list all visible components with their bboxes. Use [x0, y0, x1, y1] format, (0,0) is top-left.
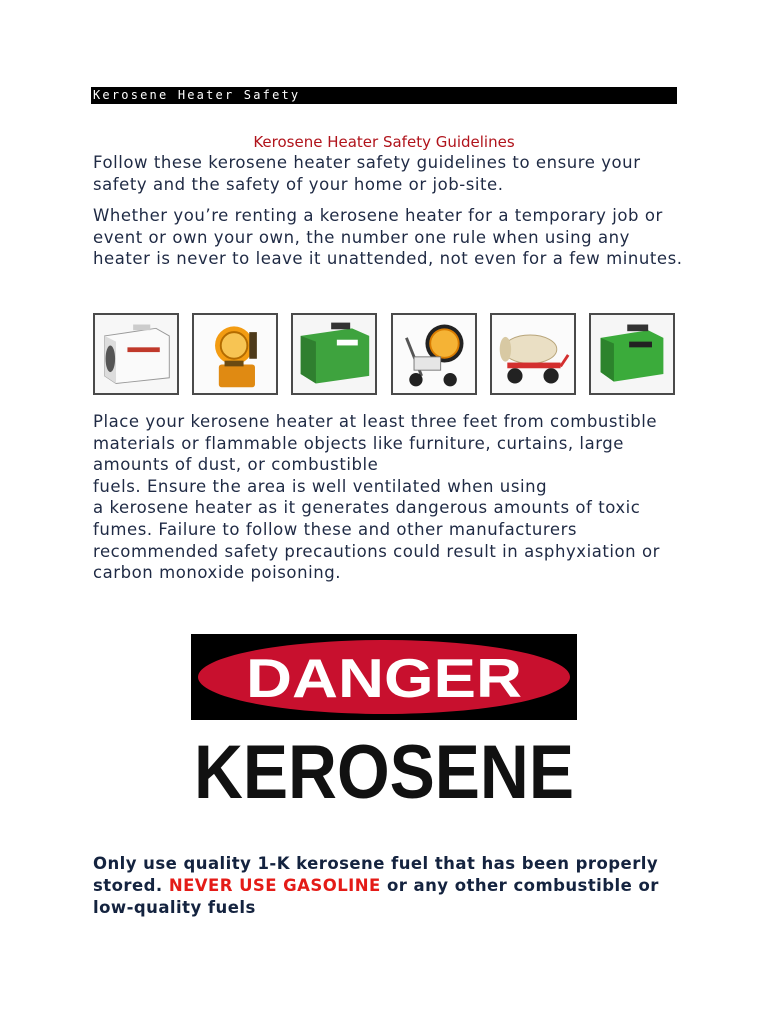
document-header-bar	[91, 87, 677, 104]
fuel-warning-text-after: or any other combustible or low-quality fuels	[93, 876, 659, 917]
fuel-warning-text: Only use quality 1-K kerosene fuel that has been properly stored.	[93, 854, 659, 895]
heater-photo-strip	[93, 313, 675, 399]
green-box-heater-icon	[291, 313, 377, 395]
guidelines-title: Kerosene Heater Safety Guidelines	[253, 133, 515, 151]
orange-radiant-heater-icon	[192, 313, 278, 395]
danger-kerosene-sign	[191, 634, 577, 815]
unattended-rule-paragraph: Whether you’re renting a kerosene heater for a temporary job or event or own your own, the number one rule when using any heater is never to leave it unattended, not even for a few minutes.	[93, 206, 683, 269]
intro-paragraph: Follow these kerosene heater safety guidelines to ensure your safety and the safety of your home or job-site.	[93, 153, 641, 194]
white-box-heater-icon	[93, 313, 179, 395]
placement-paragraph: Place your kerosene heater at least three feet from combustible materials or flammable objects like furniture, curtains, large amounts of dust, or combustible fuels. Ensure the area is well ventilated when using a kerosene heater as it generates dangerous amounts of toxic fumes. Failure to follow these and other manufacturers recommended safety precautions could result in asphyxiation or carbon monoxide poisoning.	[93, 412, 660, 583]
fuel-warning-paragraph	[93, 853, 693, 919]
sign-kerosene-word: KEROSENE	[194, 730, 574, 815]
document-header-title: Kerosene Heater Safety	[93, 88, 301, 102]
sign-danger-word: DANGER	[246, 647, 522, 709]
wheeled-radiant-heater-icon	[391, 313, 477, 395]
never-use-gasoline-highlight: NEVER USE GASOLINE	[168, 876, 381, 895]
green-portable-heater-icon	[589, 313, 675, 395]
forced-air-heater-icon	[490, 313, 576, 395]
